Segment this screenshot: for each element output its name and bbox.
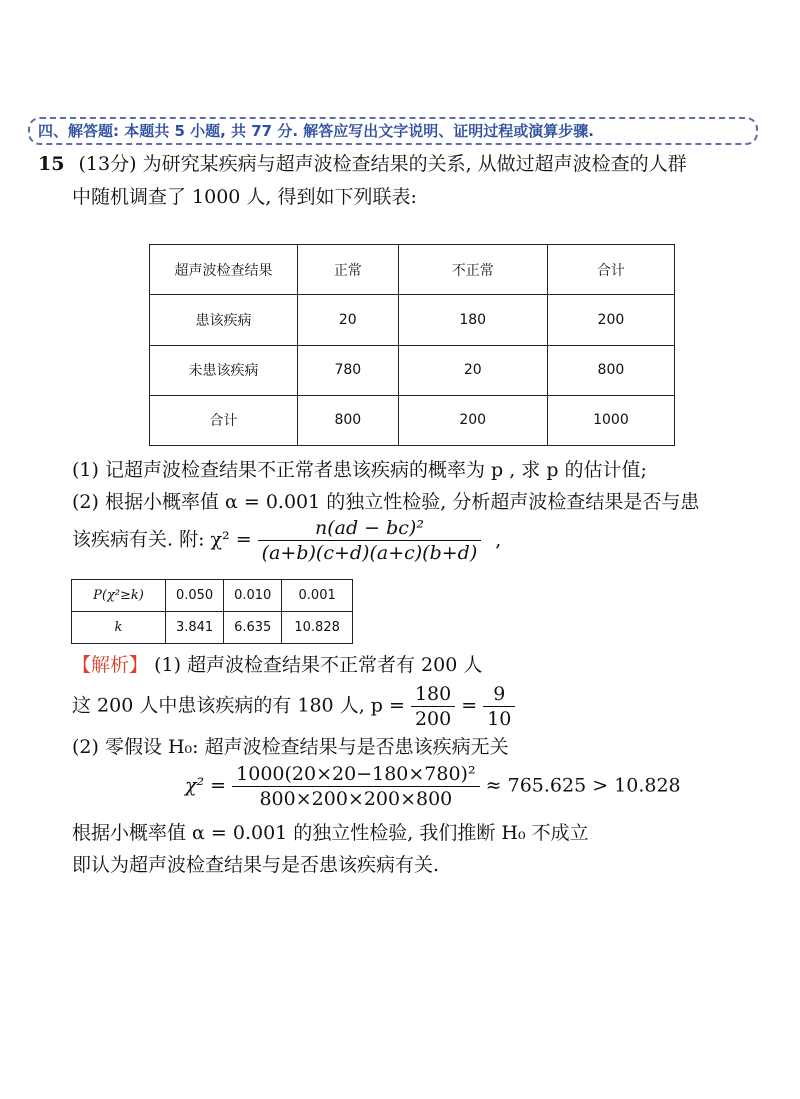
table-row [72, 580, 353, 612]
table-cell: 20 [298, 295, 399, 345]
table-cell: 6.635 [224, 612, 282, 644]
solution-line-2 [72, 682, 515, 731]
p-equals: = [461, 694, 478, 717]
table-cell: 合计 [150, 395, 298, 445]
chi-formula-numerator: n(ad − bc)² [258, 516, 482, 541]
part2-formula-line [72, 516, 501, 565]
chi-calc-denominator: 800×200×200×800 [259, 788, 453, 810]
table-cell: 200 [398, 395, 547, 445]
chi-formula-fraction [258, 516, 482, 565]
question-points: (13分) [78, 153, 137, 175]
table-cell: 800 [298, 395, 399, 445]
question-number: 15 [38, 153, 65, 175]
solution-text-1: (1) 超声波检查结果不正常者有 200 人 [154, 654, 483, 676]
contingency-table [149, 244, 675, 446]
table-header-cell: 超声波检查结果 [150, 245, 298, 295]
table-header-cell: 不正常 [398, 245, 547, 295]
chi-result: ≈ 765.625 > 10.828 [485, 774, 681, 797]
section-header: 四、解答题: 本题共 5 小题, 共 77 分. 解答应写出文字说明、证明过程或演算步骤. [28, 117, 758, 145]
solution-tag: 【解析】 [72, 654, 149, 676]
p-fraction-1-num: 180 [411, 682, 455, 707]
table-cell: 10.828 [282, 612, 353, 644]
part2-text-1: (2) 根据小概率值 α = 0.001 的独立性检验, 分析超声波检查结果是否与患 [72, 491, 700, 513]
part1-text: (1) 记超声波检查结果不正常者患该疾病的概率为 p , 求 p 的估计值; [72, 459, 647, 481]
solution-text-6: 即认为超声波检查结果与是否患该疾病有关. [72, 854, 440, 876]
table-cell: 780 [298, 345, 399, 395]
table-row [150, 345, 675, 395]
p-fraction-1-den: 200 [414, 708, 452, 730]
part2-text-2: 该疾病有关. 附: χ² = [72, 528, 252, 551]
table-row [150, 395, 675, 445]
table-row [150, 295, 675, 345]
p-fraction-2-num: 9 [483, 682, 515, 707]
chi-calculation-line [185, 762, 681, 811]
table-header-row [150, 245, 675, 295]
table-row [72, 612, 353, 644]
table-header-cell: 正常 [298, 245, 399, 295]
table-cell: 0.050 [166, 580, 224, 612]
solution-text-3: (2) 零假设 H₀: 超声波检查结果与是否患该疾病无关 [72, 736, 509, 758]
table-cell: 患该疾病 [150, 295, 298, 345]
p-fraction-1 [411, 682, 455, 731]
p-fraction-2 [483, 682, 515, 731]
chi-calc-fraction [232, 762, 479, 811]
table-cell: 0.010 [224, 580, 282, 612]
table-cell: 180 [398, 295, 547, 345]
question-line-1 [38, 151, 687, 177]
table-cell: P(χ²≥k) [72, 580, 166, 612]
table-header-cell: 合计 [547, 245, 674, 295]
table-cell: 1000 [547, 395, 674, 445]
question-intro-1: 为研究某疾病与超声波检查结果的关系, 从做过超声波检查的人群 [142, 153, 687, 175]
chi-square-table [71, 579, 353, 644]
table-cell: 未患该疾病 [150, 345, 298, 395]
formula-comma: , [495, 528, 502, 551]
p-fraction-2-den: 10 [487, 708, 512, 730]
chi-formula-denominator: (a+b)(c+d)(a+c)(b+d) [261, 542, 478, 564]
solution-text-5: 根据小概率值 α = 0.001 的独立性检验, 我们推断 H₀ 不成立 [72, 822, 589, 844]
chi-calc-numerator: 1000(20×20−180×780)² [232, 762, 479, 787]
table-cell: k [72, 612, 166, 644]
table-cell: 800 [547, 345, 674, 395]
table-cell: 200 [547, 295, 674, 345]
question-intro-2: 中随机调查了 1000 人, 得到如下列联表: [72, 186, 417, 208]
table-cell: 3.841 [166, 612, 224, 644]
table-cell: 20 [398, 345, 547, 395]
solution-text-2: 这 200 人中患该疾病的有 180 人, p = [72, 694, 405, 717]
solution-line-1 [72, 652, 482, 678]
table-cell: 0.001 [282, 580, 353, 612]
chi-prefix: χ² = [185, 774, 227, 797]
